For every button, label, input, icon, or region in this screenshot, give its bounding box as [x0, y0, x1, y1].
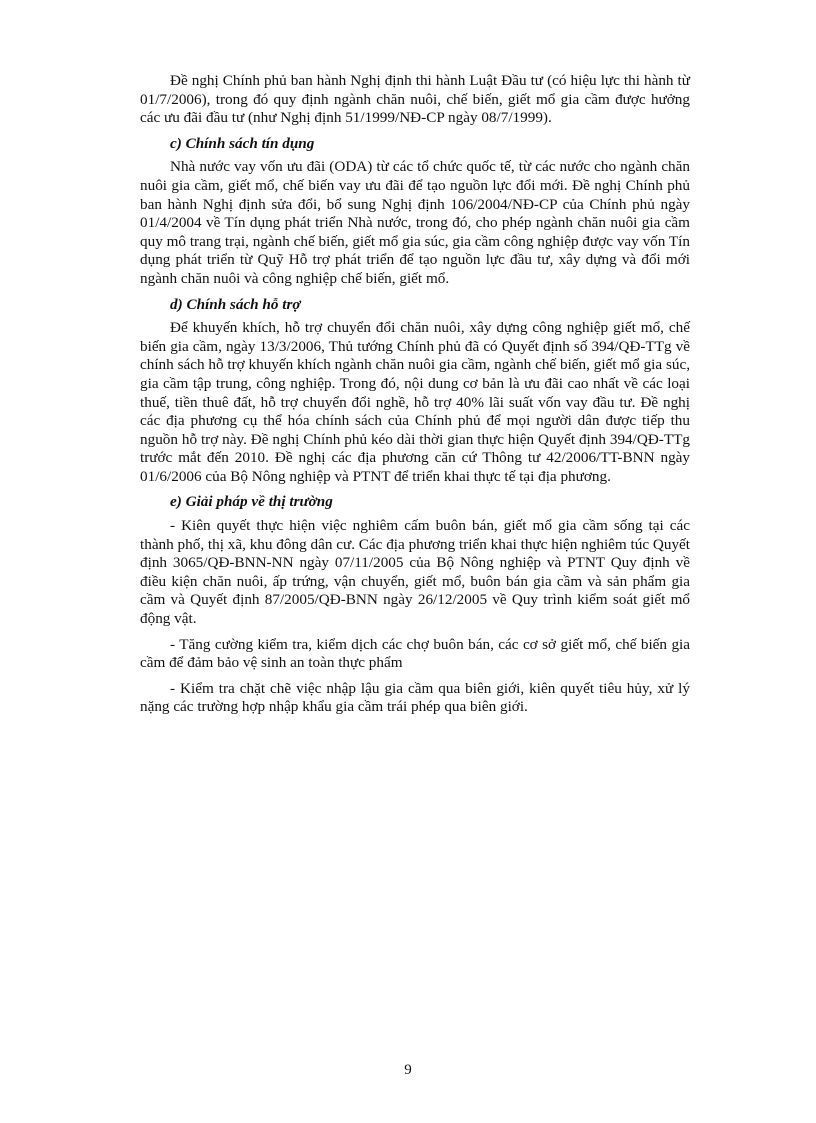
document-body [140, 72, 690, 724]
heading-credit-policy: c) Chính sách tín dụng [170, 134, 315, 152]
market-solution-item: - Kiểm tra chặt chẽ việc nhập lậu gia cầm qua biên giới, kiên quyết tiêu hủy, xử lý nặng các trường hợp nhập khẩu gia cầm trái phép qua biên giới. [140, 679, 690, 716]
intro-paragraph: Đề nghị Chính phủ ban hành Nghị định thi hành Luật Đầu tư (có hiệu lực thi hành từ 01/7/2006), trong đó quy định ngành chăn nuôi, chế biến, giết mổ gia cầm được hưởng các ưu đãi đầu tư (như Nghị định 51/1999/NĐ-CP ngày 08/7/1999). [140, 72, 690, 127]
support-policy-paragraph: Để khuyến khích, hỗ trợ chuyển đổi chăn nuôi, xây dựng công nghiệp giết mổ, chế biến gia cầm, ngày 13/3/2006, Thủ tướng Chính phủ đã có Quyết định số 394/QĐ-TTg về chính sách hỗ trợ khuyến khích ngành chăn nuôi gia cầm, ngành chế biến, giết mổ gia súc, gia cầm tập trung, công nghiệp. Trong đó, nội dung cơ bản là ưu đãi cao nhất về các loại thuế, tiền thuê đất, hỗ trợ chuyển đổi nghề, hỗ trợ 40% lãi suất vốn vay đầu tư. Đề nghị các địa phương cụ thể hóa chính sách của Chính phủ để mọi người dân được tiếp thu nguồn hỗ trợ này. Đề nghị Chính phủ kéo dài thời gian thực hiện Quyết định 394/QĐ-TTg trước mắt đến 2010. Đề nghị các địa phương căn cứ Thông tư 42/2006/TT-BNN ngày 01/6/2006 của Bộ Nông nghiệp và PTNT để triển khai thực tế tại địa phương. [140, 319, 690, 485]
page-number: 9 [404, 1062, 412, 1078]
market-solution-item: - Kiên quyết thực hiện việc nghiêm cấm buôn bán, giết mổ gia cầm sống tại các thành phố, thị xã, khu đông dân cư. Các địa phương triển khai thực hiện nghiêm túc Quyết định 3065/QĐ-BNN-NN ngày 07/11/2005 của Bộ Nông nghiệp và PTNT Quy định về điều kiện chăn nuôi, ấp trứng, vận chuyển, giết mổ, buôn bán gia cầm và sản phẩm gia cầm và Quyết định 87/2005/QĐ-BNN ngày 26/12/2005 về Quy trình kiểm soát giết mổ động vật. [140, 517, 690, 628]
credit-policy-paragraph: Nhà nước vay vốn ưu đãi (ODA) từ các tổ chức quốc tế, từ các nước cho ngành chăn nuôi gia cầm, giết mổ, chế biến vay ưu đãi để tạo nguồn lực đổi mới. Đề nghị Chính phủ ban hành Nghị định sửa đổi, bổ sung Nghị định 106/2004/NĐ-CP của Chính phủ ngày 01/4/2004 về Tín dụng phát triển Nhà nước, trong đó, cho phép ngành chăn nuôi gia cầm quy mô trang trại, ngành chế biến, giết mổ gia súc, gia cầm công nghiệp được vay vốn Tín dụng phát triển từ Quỹ Hỗ trợ phát triển để tạo nguồn lực đầu tư, xây dựng và đổi mới ngành chăn nuôi và công nghiệp chế biến, giết mổ. [140, 158, 690, 287]
heading-market-solutions: e) Giải pháp về thị trường [170, 493, 333, 511]
market-solution-item: - Tăng cường kiểm tra, kiểm dịch các chợ buôn bán, các cơ sở giết mổ, chế biến gia cầm để đảm bảo vệ sinh an toàn thực phẩm [140, 635, 690, 672]
heading-support-policy: d) Chính sách hỗ trợ [170, 295, 301, 313]
